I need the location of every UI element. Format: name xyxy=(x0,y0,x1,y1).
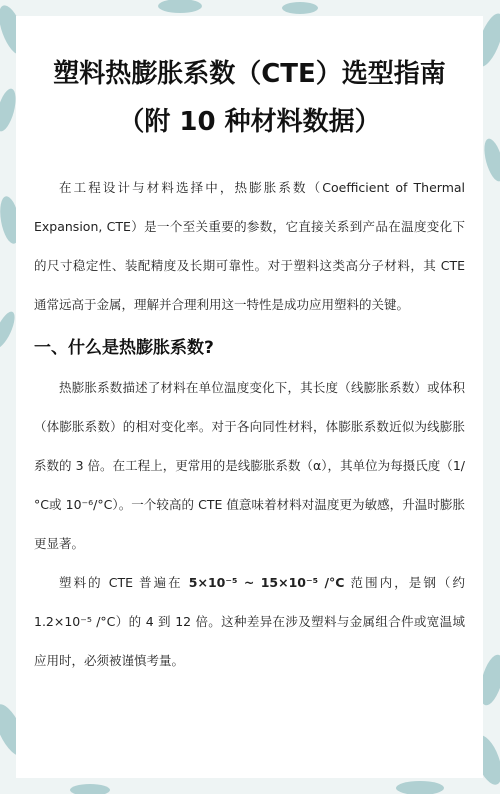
section-heading: 一、什么是热膨胀系数? xyxy=(34,338,214,358)
page-title: 塑料热膨胀系数（CTE）选型指南（附 10 种材料数据） xyxy=(53,59,446,137)
intro-paragraph: 在工程设计与材料选择中，热膨胀系数（Coefficient of Thermal Expansion, CTE）是一个至关重要的参数，它直接关系到产品在温度变化下的尺寸稳定性、装配精度及长期可靠性。对于塑料这类高分子材料，其 CTE 通常远高于金属，理解并合理利用这一特性是成功应用塑料的关键。 xyxy=(34,180,465,312)
range-value-bold: 5×10⁻⁵ ~ 15×10⁻⁵ /°C xyxy=(188,575,345,590)
range-text-after: 范围内，是钢（约 1.2×10⁻⁵ /°C）的 4 到 12 倍。这种差异在涉及塑料与金属组合件或宽温域应用时，必须被谨慎考量。 xyxy=(34,575,465,668)
range-paragraph xyxy=(34,563,465,680)
article-card xyxy=(16,16,483,778)
range-text-before: 塑料的 CTE 普遍在 xyxy=(59,575,189,590)
definition-paragraph: 热膨胀系数描述了材料在单位温度变化下，其长度（线膨胀系数）或体积（体膨胀系数）的相对变化率。对于各向同性材料，体膨胀系数近似为线膨胀系数的 3 倍。在工程上，更常用的是线膨胀系数（α），其单位为每摄氏度（1/°C或 10⁻⁶/°C）。一个较高的 CTE 值意味着材料对温度更为敏感，升温时膨胀更显著。 xyxy=(34,380,465,551)
